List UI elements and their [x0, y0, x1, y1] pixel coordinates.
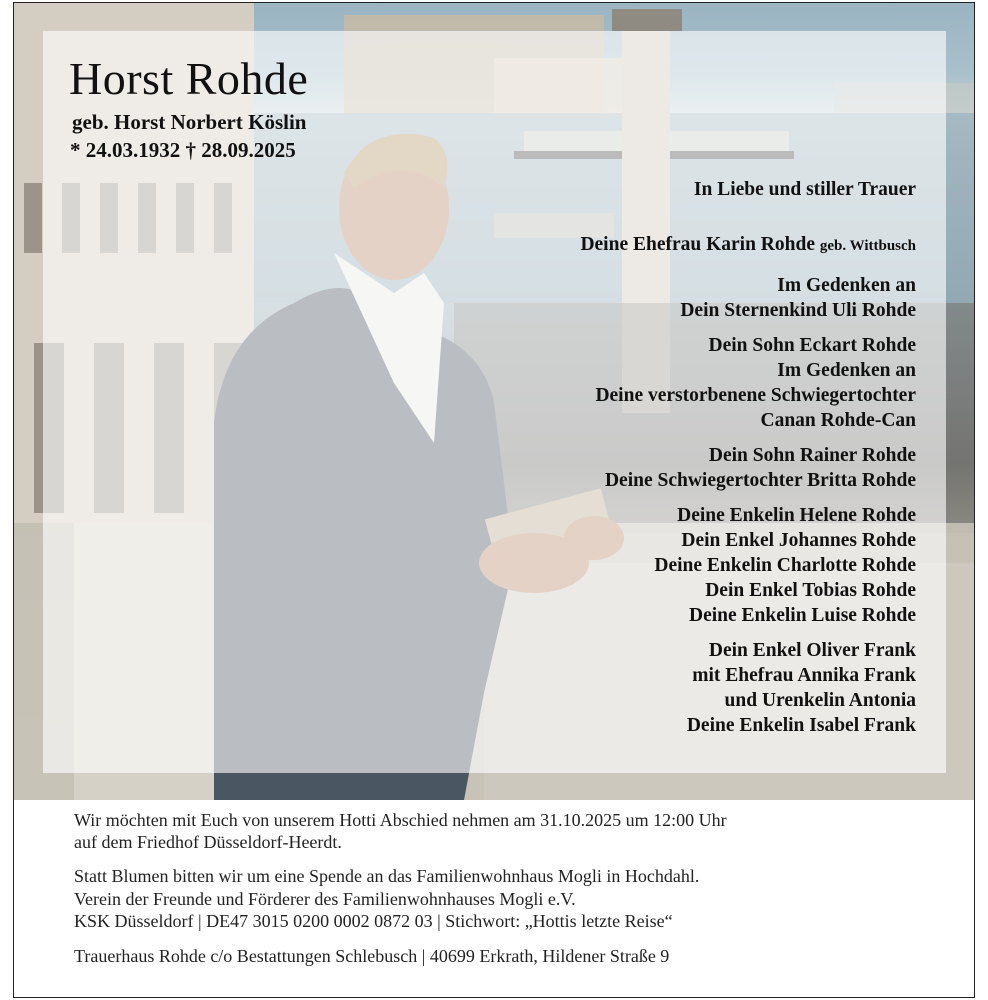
- farewell-line: Wir möchten mit Euch von unserem Hotti Abschied nehmen am 31.10.2025 um 12:00 Uhr: [74, 810, 727, 830]
- mourner-line: Im Gedenken an: [777, 360, 916, 381]
- mourner-group: [580, 273, 916, 323]
- farewell-paragraph: [74, 809, 727, 853]
- mourner-group: [580, 503, 916, 628]
- mourner-line: Deine Enkelin Isabel Frank: [686, 715, 916, 736]
- funeral-notice: [74, 809, 727, 979]
- mourner-group: [580, 333, 916, 433]
- life-dates: * 24.03.1932 † 28.09.2025: [70, 138, 296, 162]
- address-line: Trauerhaus Rohde c/o Bestattungen Schlebusch | 40699 Erkrath, Hildener Straße 9: [74, 945, 670, 966]
- mourner-line: Canan Rohde-Can: [760, 410, 916, 431]
- wife-maiden-name: geb. Wittbusch: [819, 238, 916, 254]
- mourner-line: Dein Sternenkind Uli Rohde: [680, 300, 916, 321]
- mourner-group: [580, 443, 916, 493]
- mourner-line: Deine Enkelin Helene Rohde: [677, 505, 916, 526]
- mourner-wife: [580, 232, 916, 259]
- deceased-name: Horst Rohde: [69, 53, 309, 104]
- mourner-line: Dein Enkel Johannes Rohde: [681, 530, 916, 551]
- mourner-line: Deine Enkelin Luise Rohde: [688, 605, 916, 626]
- mourner-line: Deine Enkelin Charlotte Rohde: [654, 555, 916, 576]
- mourner-line: Dein Enkel Tobias Rohde: [705, 580, 916, 601]
- mourner-line: Deine verstorbenene Schwiegertochter: [595, 385, 916, 406]
- obituary-card: [13, 2, 975, 998]
- mourner-line: und Urenkelin Antonia: [724, 690, 916, 711]
- mourner-line: Dein Enkel Oliver Frank: [708, 640, 916, 661]
- donation-line: Statt Blumen bitten wir um eine Spende an das Familienwohnhaus Mogli in Hochdahl.: [74, 866, 700, 886]
- mourner-line: Dein Sohn Eckart Rohde: [708, 335, 916, 356]
- mourner-group: [580, 638, 916, 738]
- wife-name: Deine Ehefrau Karin Rohde: [580, 234, 815, 255]
- farewell-line: auf dem Friedhof Düsseldorf-Heerdt.: [74, 832, 342, 852]
- mourner-line: Im Gedenken an: [777, 275, 916, 296]
- mourner-line: mit Ehefrau Annika Frank: [692, 665, 916, 686]
- mourners-list: [580, 177, 916, 748]
- donation-line: KSK Düsseldorf | DE47 3015 0200 0002 0872 03 | Stichwort: „Hottis letzte Reise“: [74, 911, 673, 931]
- birth-name: geb. Horst Norbert Köslin: [72, 110, 307, 134]
- mourning-intro: In Liebe und stiller Trauer: [693, 179, 916, 200]
- mourner-line: Deine Schwiegertochter Britta Rohde: [604, 470, 916, 491]
- donation-line: Verein der Freunde und Förderer des Familienwohnhauses Mogli e.V.: [74, 888, 576, 909]
- donation-paragraph: [74, 865, 727, 933]
- mourner-line: Dein Sohn Rainer Rohde: [708, 445, 916, 466]
